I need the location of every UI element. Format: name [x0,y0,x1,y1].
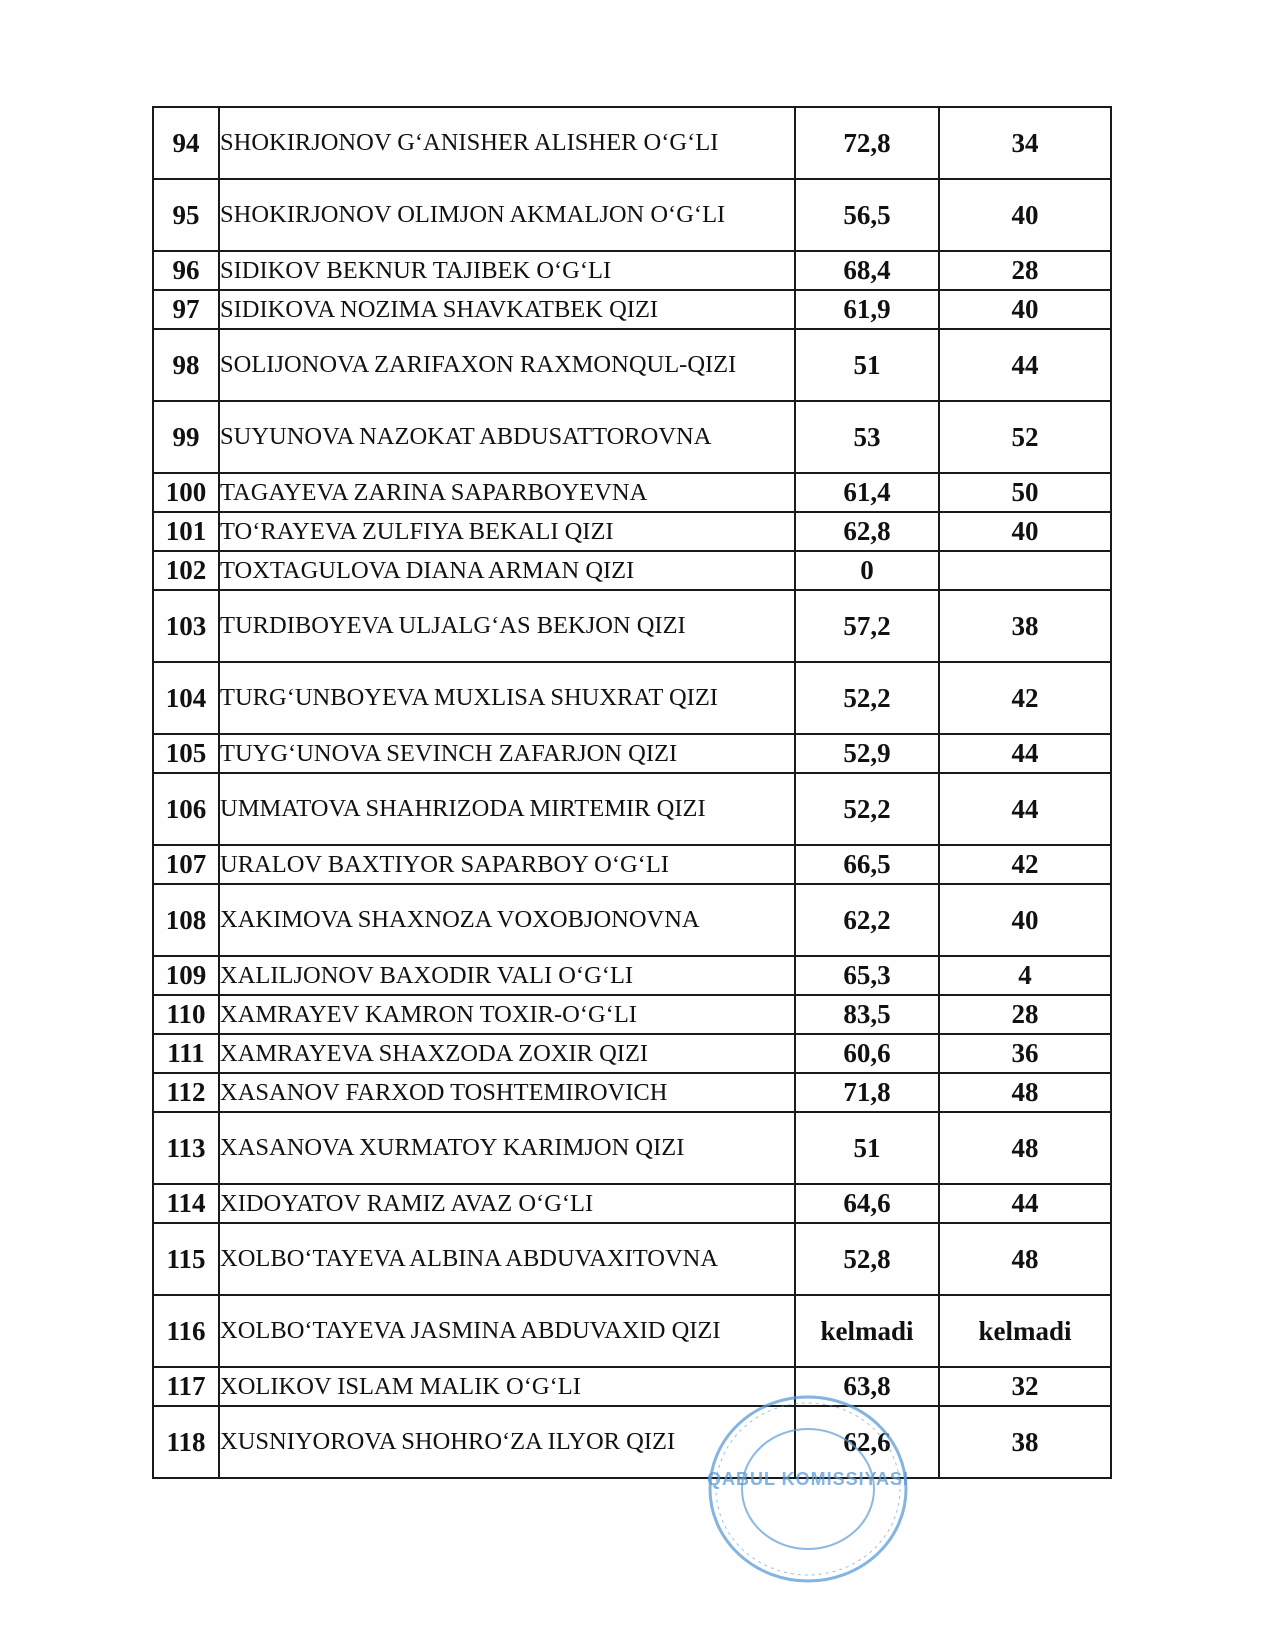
row-number: 105 [153,734,219,773]
row-number: 112 [153,1073,219,1112]
score-value: 51 [795,329,939,401]
row-number: 115 [153,1223,219,1295]
second-score-value: 42 [939,845,1111,884]
row-number: 103 [153,590,219,662]
second-score-value: 36 [939,1034,1111,1073]
table-row [153,107,1111,179]
row-number: 100 [153,473,219,512]
table-row [153,1223,1111,1295]
second-score-value: 28 [939,251,1111,290]
student-name: UMMATOVA SHAHRIZODA MIRTEMIR QIZI [219,773,795,845]
table-row [153,1184,1111,1223]
student-name: XIDOYATOV RAMIZ AVAZ O‘G‘LI [219,1184,795,1223]
second-score-value: 44 [939,1184,1111,1223]
second-score-value: 44 [939,329,1111,401]
table-row [153,1034,1111,1073]
row-number: 98 [153,329,219,401]
table-row [153,1295,1111,1367]
results-table-body [153,107,1111,1478]
student-name: SOLIJONOVA ZARIFAXON RAXMONQUL-QIZI [219,329,795,401]
student-name: XAMRAYEVA SHAXZODA ZOXIR QIZI [219,1034,795,1073]
second-score-value: kelmadi [939,1295,1111,1367]
student-name: URALOV BAXTIYOR SAPARBOY O‘G‘LI [219,845,795,884]
row-number: 110 [153,995,219,1034]
score-value: 52,2 [795,773,939,845]
score-value: 68,4 [795,251,939,290]
row-number: 96 [153,251,219,290]
student-name: XOLIKOV ISLAM MALIK O‘G‘LI [219,1367,795,1406]
second-score-value: 4 [939,956,1111,995]
second-score-value: 40 [939,884,1111,956]
row-number: 106 [153,773,219,845]
student-name: XAMRAYEV KAMRON TOXIR-O‘G‘LI [219,995,795,1034]
second-score-value: 40 [939,179,1111,251]
second-score-value: 40 [939,512,1111,551]
score-value: 51 [795,1112,939,1184]
student-name: XUSNIYOROVA SHOHRO‘ZA ILYOR QIZI [219,1406,795,1478]
second-score-value: 38 [939,590,1111,662]
score-value: 56,5 [795,179,939,251]
second-score-value: 38 [939,1406,1111,1478]
student-name: SHOKIRJONOV G‘ANISHER ALISHER O‘G‘LI [219,107,795,179]
second-score-value: 44 [939,773,1111,845]
svg-text:QABUL KOMISSIYASI: QABUL KOMISSIYASI [706,1469,910,1489]
student-name: TOXTAGULOVA DIANA ARMAN QIZI [219,551,795,590]
score-value: 71,8 [795,1073,939,1112]
score-value: 83,5 [795,995,939,1034]
student-name: XOLBO‘TAYEVA JASMINA ABDUVAXID QIZI [219,1295,795,1367]
score-value: 64,6 [795,1184,939,1223]
student-name: XALILJONOV BAXODIR VALI O‘G‘LI [219,956,795,995]
table-row [153,329,1111,401]
score-value: 61,9 [795,290,939,329]
student-name: SIDIKOV BEKNUR TAJIBEK O‘G‘LI [219,251,795,290]
score-value: 72,8 [795,107,939,179]
score-value: 52,9 [795,734,939,773]
second-score-value: 32 [939,1367,1111,1406]
second-score-value: 28 [939,995,1111,1034]
table-row [153,473,1111,512]
second-score-value: 42 [939,662,1111,734]
score-value: 53 [795,401,939,473]
table-row [153,956,1111,995]
second-score-value [939,551,1111,590]
row-number: 104 [153,662,219,734]
row-number: 116 [153,1295,219,1367]
row-number: 113 [153,1112,219,1184]
student-name: XAKIMOVA SHAXNOZA VOXOBJONOVNA [219,884,795,956]
row-number: 117 [153,1367,219,1406]
second-score-value: 48 [939,1112,1111,1184]
student-name: TUYG‘UNOVA SEVINCH ZAFARJON QIZI [219,734,795,773]
student-name: TURDIBOYEVA ULJALG‘AS BEKJON QIZI [219,590,795,662]
row-number: 101 [153,512,219,551]
table-row [153,551,1111,590]
table-row [153,1112,1111,1184]
student-name: XASANOVA XURMATOY KARIMJON QIZI [219,1112,795,1184]
score-value: 62,8 [795,512,939,551]
student-name: TAGAYEVA ZARINA SAPARBOYEVNA [219,473,795,512]
second-score-value: 48 [939,1223,1111,1295]
score-value: 52,2 [795,662,939,734]
student-name: TURG‘UNBOYEVA MUXLISA SHUXRAT QIZI [219,662,795,734]
row-number: 107 [153,845,219,884]
row-number: 118 [153,1406,219,1478]
table-row [153,845,1111,884]
score-value: 62,6 [795,1406,939,1478]
row-number: 97 [153,290,219,329]
score-value: 65,3 [795,956,939,995]
table-row [153,590,1111,662]
second-score-value: 50 [939,473,1111,512]
score-value: 0 [795,551,939,590]
table-row [153,1406,1111,1478]
table-row [153,251,1111,290]
student-name: TO‘RAYEVA ZULFIYA BEKALI QIZI [219,512,795,551]
table-row [153,884,1111,956]
second-score-value: 34 [939,107,1111,179]
student-name: SUYUNOVA NAZOKAT ABDUSATTOROVNA [219,401,795,473]
score-value: 62,2 [795,884,939,956]
table-row [153,1073,1111,1112]
row-number: 108 [153,884,219,956]
student-name: XASANOV FARXOD TOSHTEMIROVICH [219,1073,795,1112]
row-number: 109 [153,956,219,995]
score-value: 52,8 [795,1223,939,1295]
score-value: 57,2 [795,590,939,662]
second-score-value: 44 [939,734,1111,773]
score-value: 66,5 [795,845,939,884]
second-score-value: 40 [939,290,1111,329]
row-number: 114 [153,1184,219,1223]
score-value: kelmadi [795,1295,939,1367]
score-value: 60,6 [795,1034,939,1073]
second-score-value: 52 [939,401,1111,473]
table-row [153,401,1111,473]
row-number: 102 [153,551,219,590]
table-row [153,512,1111,551]
table-row [153,734,1111,773]
score-value: 61,4 [795,473,939,512]
row-number: 111 [153,1034,219,1073]
second-score-value: 48 [939,1073,1111,1112]
table-row [153,995,1111,1034]
table-row [153,773,1111,845]
row-number: 95 [153,179,219,251]
row-number: 99 [153,401,219,473]
table-row [153,179,1111,251]
results-table [152,106,1112,1479]
student-name: SHOKIRJONOV OLIMJON AKMALJON O‘G‘LI [219,179,795,251]
table-row [153,662,1111,734]
score-value: 63,8 [795,1367,939,1406]
row-number: 94 [153,107,219,179]
student-name: SIDIKOVA NOZIMA SHAVKATBEK QIZI [219,290,795,329]
table-row [153,1367,1111,1406]
table-row [153,290,1111,329]
student-name: XOLBO‘TAYEVA ALBINA ABDUVAXITOVNA [219,1223,795,1295]
